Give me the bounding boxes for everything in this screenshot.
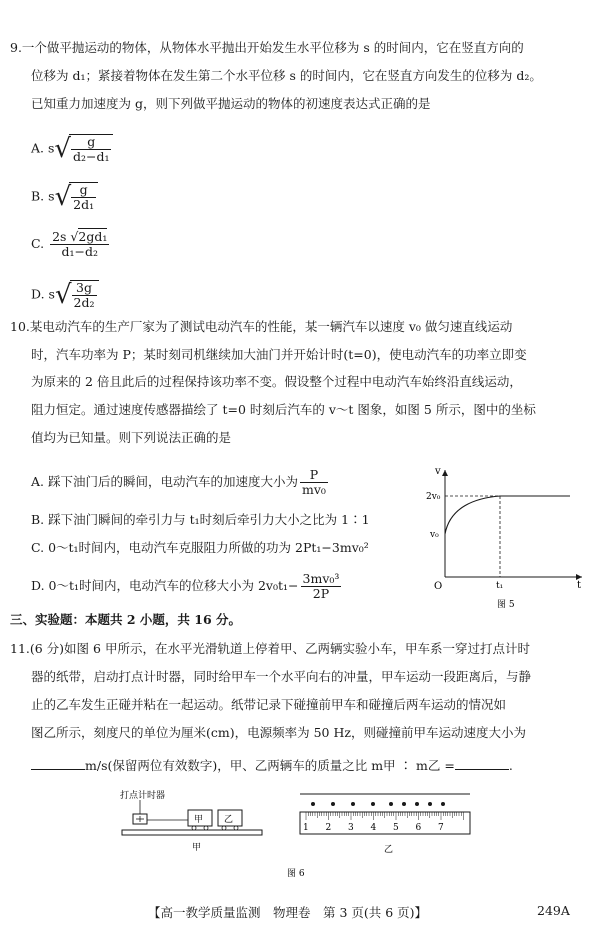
fraction-numerator: 3g [72, 281, 97, 296]
timer-label: 打点计时器 [120, 791, 166, 801]
tape-dot [311, 802, 315, 806]
fraction-denominator: d₂−d₁ [72, 149, 110, 164]
radicand: 2gd₁ [78, 229, 108, 244]
answer-blank-velocity[interactable] [31, 757, 85, 770]
q10-option-d[interactable] [31, 572, 343, 601]
figure-5-caption: 图 5 [497, 600, 515, 610]
fraction-denominator: 2d₂ [73, 295, 95, 310]
q9-option-d[interactable] [31, 280, 99, 310]
tape-dot [351, 802, 355, 806]
footer-text: 【高一教学质量监测 物理卷 第 3 页(共 6 页)】 [148, 905, 428, 920]
q10-line5: 值均为已知量。则下列说法正确的是 [31, 430, 232, 445]
fraction-numerator: P [300, 468, 328, 483]
q11-line5-text: m/s(保留两位有效数字)，甲、乙两辆车的质量之比 m甲 ∶ m乙 = [85, 758, 455, 773]
q9-line1: 9.一个做平抛运动的物体，从物体水平抛出开始发生水平位移为 s 的时间内，它在竖直方向的 [10, 40, 524, 55]
fraction-numerator: 2s [52, 229, 67, 244]
section-3-heading: 三、实验题：本题共 2 小题，共 16 分。 [10, 612, 242, 627]
footer-code: 249A [537, 903, 570, 918]
q9-option-a[interactable] [31, 134, 113, 164]
sqrt-symbol: √ $\frac{g}{\text{2d₁}}$ [55, 182, 99, 212]
tape-dot [371, 802, 375, 806]
q10-line2: 时，汽车功率为 P；某时刻司机继续加大油门并开始计时(t=0)，使电动汽车的功率立即变 [31, 347, 527, 362]
answer-blank-mass-ratio[interactable] [455, 757, 509, 770]
fraction-denominator: 2d₁ [73, 197, 95, 212]
q10-option-a-text: A. 踩下油门后的瞬间，电动汽车的加速度大小为 [31, 474, 298, 489]
tape-dot [331, 802, 335, 806]
q9-option-d-label: D. s [31, 286, 55, 302]
sqrt-symbol: √ $\frac{g}{\text{d₂−d₁}}$ [54, 134, 113, 164]
tick-label-2v0: 2v₀ [426, 492, 441, 502]
tick-label-t1: t₁ [496, 581, 504, 591]
q10-option-d-text: D. 0～t₁时间内，电动汽车的位移大小为 2v₀t₁− [31, 578, 299, 593]
figure-6 [100, 784, 480, 884]
q9-line3: 已知重力加速度为 g，则下列做平抛运动的物体的初速度表达式正确的是 [31, 96, 431, 111]
fraction-numerator: g [71, 135, 112, 150]
q9-option-b-label: B. s [31, 188, 55, 204]
ruler-number: 7 [438, 823, 444, 833]
tape-dot [402, 802, 406, 806]
ruler-number: 5 [393, 823, 399, 833]
fraction-numerator: 3mv₀³ [302, 571, 340, 586]
ruler-number: 3 [348, 823, 354, 833]
tape-dot [428, 802, 432, 806]
ruler-number: 4 [370, 823, 377, 833]
q10-line4: 阻力恒定。通过速度传感器描绘了 t=0 时刻后汽车的 v～t 图象，如图 5 所示，图中的坐标 [31, 402, 536, 417]
ruler-number: 2 [325, 823, 332, 833]
figure-6-label-a: 甲 [192, 843, 202, 853]
q11-line5-period: . [508, 758, 513, 773]
vt-curve [445, 496, 570, 534]
q11-line3: 止的乙车发生正碰并粘在一起运动。纸带记录下碰撞前甲车和碰撞后两车运动的情况如 [31, 697, 507, 712]
tape-dot [441, 802, 445, 806]
q9-option-b[interactable] [31, 182, 98, 212]
fraction-denominator: mv₀ [301, 482, 326, 497]
tick-label-v0: v₀ [430, 530, 439, 540]
sqrt-symbol: √ $\frac{3g}{\text{2d₂}}$ [55, 280, 99, 310]
q10-line3: 为原来的 2 倍且此后的过程保持该功率不变。假设整个过程中电动汽车始终沿直线运动， [31, 374, 522, 389]
fraction-numerator: g [71, 183, 96, 198]
ruler-number: 1 [303, 823, 309, 833]
ruler-number: 6 [415, 823, 422, 833]
q11-line2: 器的纸带，启动打点计时器，同时给甲车一个水平向右的冲量，甲车运动一段距离后，与静 [31, 669, 532, 684]
tape-dot [389, 802, 393, 806]
q9-option-a-label: A. s [31, 140, 55, 156]
q10-option-a[interactable] [31, 468, 330, 497]
tape-dot [415, 802, 419, 806]
fraction-denominator: d₁−d₂ [61, 244, 98, 259]
q10-line1: 10.某电动汽车的生产厂家为了测试电动汽车的性能，某一辆汽车以速度 v₀ 做匀速直线运动 [10, 319, 513, 334]
axis-label-v: v [435, 466, 441, 477]
q11-line1: 11.(6 分)如图 6 甲所示，在水平光滑轨道上停着甲、乙两辆实验小车，甲车系一穿过打点计时 [10, 641, 530, 656]
fraction-denominator: 2P [312, 586, 330, 601]
figure-6-caption: 图 6 [287, 869, 305, 879]
q9-option-c-label: C. [31, 236, 45, 251]
q11-line5 [31, 757, 513, 774]
axis-label-t: t [577, 580, 582, 591]
q9-option-c[interactable]: C. $\frac{\text{2s √2gd₁}}{\text{d₁−d₂}}$ [31, 229, 108, 259]
q9-line2: 位移为 d₁；紧接着物体在发生第二个水平位移 s 的时间内，它在竖直方向发生的位移为 d₂。 [31, 68, 542, 83]
figure-5-vt-graph [420, 462, 590, 612]
q10-option-b[interactable]: B. 踩下油门瞬间的牵引力与 t₁时刻后牵引力大小之比为 1∶1 [31, 512, 370, 527]
origin-label: O [434, 581, 443, 592]
car-b-label: 乙 [224, 815, 234, 825]
figure-6-label-b: 乙 [384, 845, 394, 855]
q10-option-c[interactable]: C. 0～t₁时间内，电动汽车克服阻力所做的功为 2Pt₁−3mv₀² [31, 540, 369, 555]
car-a-label: 甲 [194, 815, 204, 825]
track [122, 830, 262, 835]
q11-line4: 图乙所示，刻度尺的单位为厘米(cm)，电源频率为 50 Hz，则碰撞前甲车运动速度大小为 [31, 725, 526, 740]
